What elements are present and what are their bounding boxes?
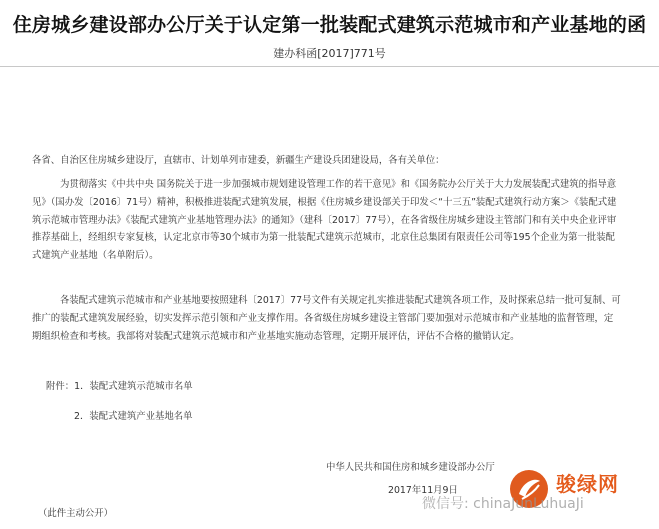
body-paragraph-2: 各装配式建筑示范城市和产业基地要按照建科〔2017〕77号文件有关规定扎实推进装配式建筑各项工作，及时探索总结一批可复制、可推广的装配式建筑发展经验，切实发挥示范引领和产业支撑作用。各省级住房城乡建设主管部门要加强对示范城市和产业基地的监督管理，定期组织检查和考核。我部将对装配式建筑示范城市和产业基地实施动态管理，定期开展评估，评估不合格的撤销认定。 — [32, 295, 621, 342]
issue-date: 2017年11月9日 — [388, 485, 458, 496]
issuing-office: 中华人民共和国住房和城乡建设部办公厅 — [326, 462, 495, 473]
watermark-brand: 骏绿网 — [556, 472, 619, 496]
attachment-item-1: 附件：1．装配式建筑示范城市名单 — [46, 381, 193, 392]
attachment-item-2: 2．装配式建筑产业基地名单 — [74, 411, 193, 422]
document-number: 建办科函[2017]771号 — [273, 47, 386, 60]
salutation: 各省、自治区住房城乡建设厅，直辖市、计划单列市建委，新疆生产建设兵团建设局，各有关单位： — [32, 155, 445, 166]
header-divider — [0, 66, 659, 67]
publicity-note: （此件主动公开） — [38, 508, 114, 519]
watermark-wechat-id: 微信号: chinaJunLuhuaJi — [422, 496, 584, 512]
document-title: 住房城乡建设部办公厅关于认定第一批装配式建筑示范城市和产业基地的函 — [12, 14, 647, 36]
body-paragraph-1: 为贯彻落实《中共中央 国务院关于进一步加强城市规划建设管理工作的若干意见》和《国务院办公厅关于大力发展装配式建筑的指导意见》（国办发〔2016〕71号）精神，积极推进装配式建筑发展，根据《住房城乡建设部关于印发＜“十三五”装配式建筑行动方案＞《装配式建筑示范城市管理办法》《装配式建筑产业基地管理办法》的通知》（建科〔2017〕77号），在各省级住房城乡建设主管部门和有关中央企业评审推荐基础上，经组织专家复核，认定北京市等30个城市为第一批装配式建筑示范城市，北京住总集团有限责任公司等195个企业为第一批装配式建筑产业基地（名单附后）。 — [32, 179, 617, 262]
